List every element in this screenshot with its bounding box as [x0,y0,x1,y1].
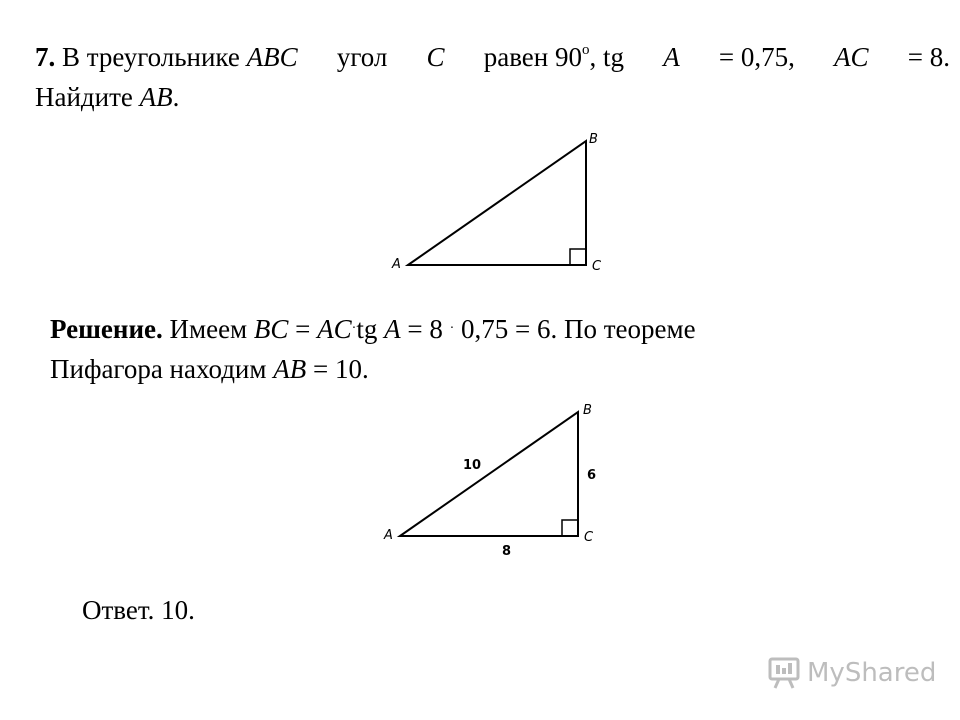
solution-line1: Решение. Имеем BC = AC·tg A = 8 · 0,75 = 6. По теореме [50,314,696,344]
presentation-board-icon [767,656,801,690]
vertex-label-a: A [384,528,393,543]
leg-ac-length: 8 [502,544,512,559]
vertex-label-b: B [589,132,598,147]
vertex-label-a: A [392,257,401,272]
answer-text: Ответ. 10. [82,595,195,625]
right-angle-mark [562,520,578,536]
solution-heading: Решение. [50,314,163,344]
triangle-figure-2 [383,403,596,559]
watermark [767,656,936,690]
leg-bc-length: 6 [587,468,597,483]
vertex-label-c: C [592,259,602,274]
triangle-figure-1 [391,132,602,274]
problem-number: 7. [35,42,56,72]
solution-line2: Пифагора находим AB = 10. [50,354,369,384]
vertex-label-b: B [583,403,592,418]
problem-statement-line1: 7. В треугольнике ABC угол C равен $90^о$, tg A = 0,75, AC = 8. [35,42,950,72]
problem-statement-line2: Найдите AB. [35,82,180,112]
hypotenuse-length: 10 [463,458,482,473]
watermark-text: MyShared [807,658,937,688]
right-angle-mark [570,249,586,265]
vertex-label-c: C [584,530,594,545]
